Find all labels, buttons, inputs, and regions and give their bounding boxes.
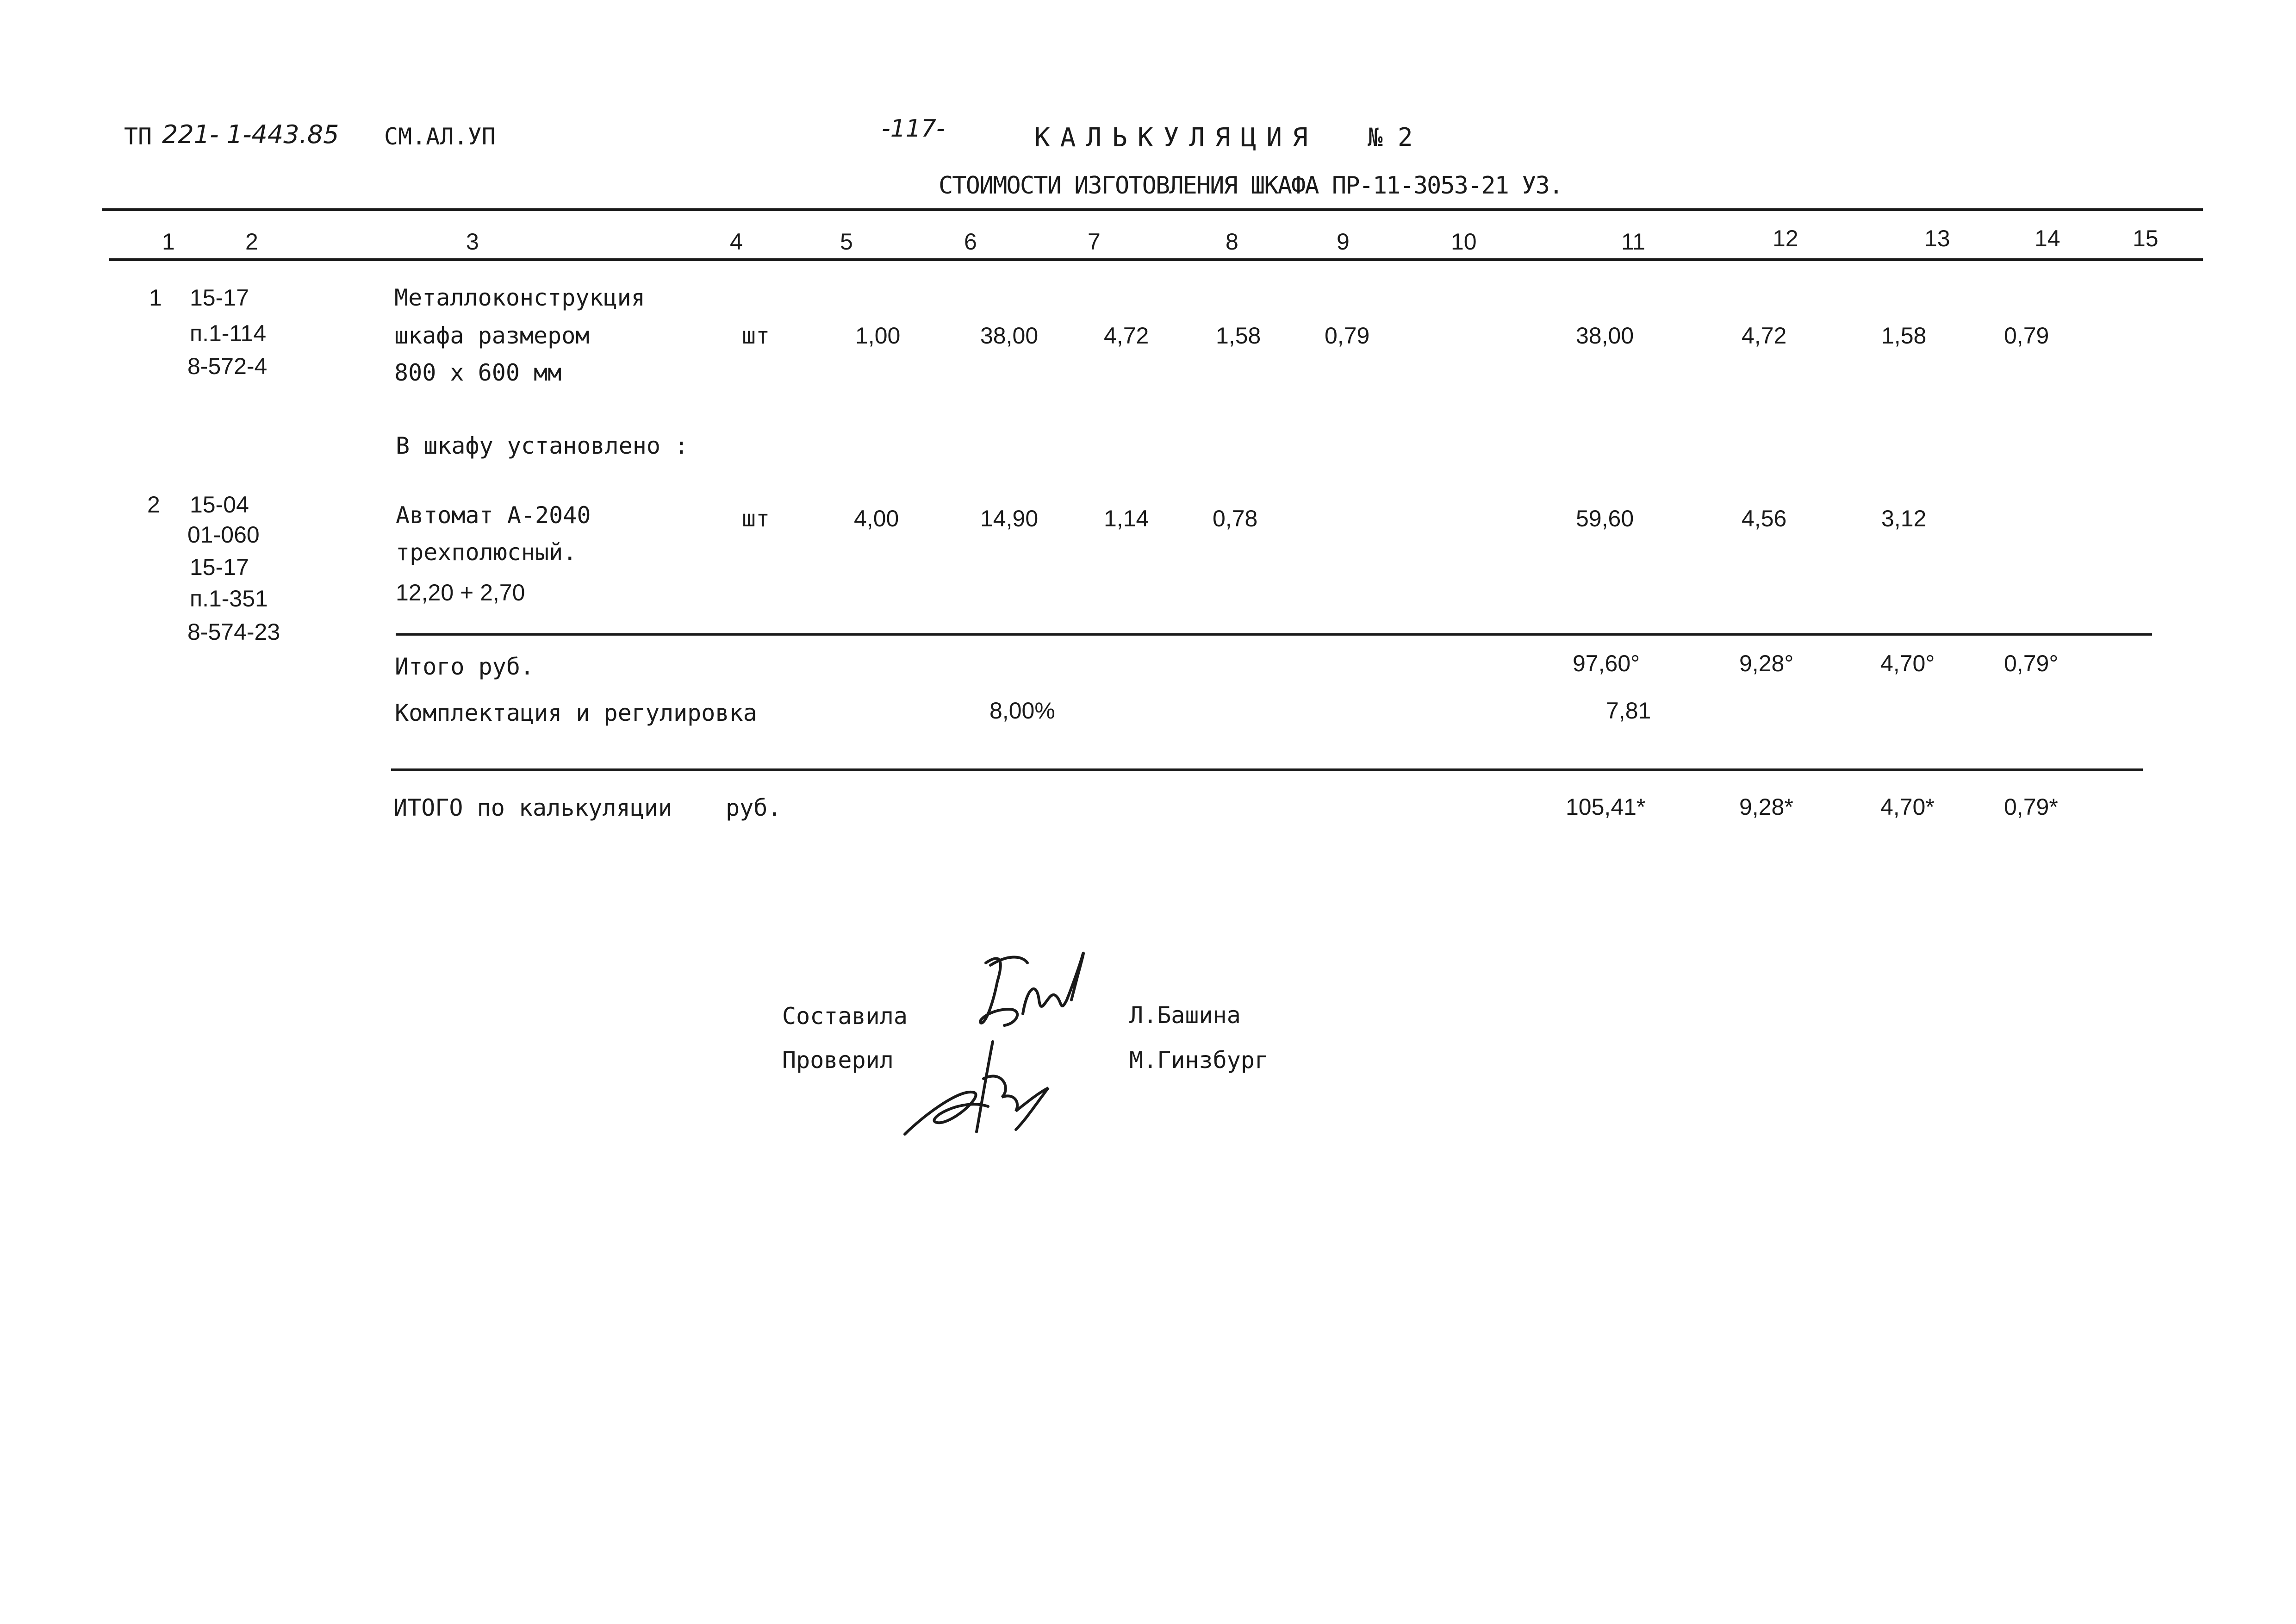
row-name-line: Автомат А-2040 — [396, 502, 591, 529]
doc-code-printed: ТП — [124, 123, 152, 150]
column-header: 2 — [245, 229, 258, 255]
column-header: 11 — [1621, 229, 1645, 255]
column-header: 4 — [730, 229, 743, 255]
row-unit: шт — [742, 322, 770, 349]
row-value: 1,58 — [1216, 323, 1261, 349]
column-header: 8 — [1226, 229, 1238, 255]
total-currency: руб. — [726, 794, 782, 821]
column-header: 14 — [2035, 225, 2060, 251]
checker-signature — [896, 1037, 1071, 1139]
column-header: 9 — [1337, 229, 1350, 255]
row-quantity: 4,00 — [854, 506, 899, 531]
column-header: 10 — [1451, 229, 1477, 255]
row-unit: шт — [742, 505, 770, 532]
row-name-line: Металлоконструкция — [394, 284, 645, 311]
column-header: 15 — [2133, 225, 2159, 251]
column-header: 13 — [1924, 225, 1950, 251]
row-code: 15-17 — [190, 554, 249, 580]
assembly-percent: 8,00% — [989, 698, 1055, 724]
total-label: ИТОГО по калькуляции — [393, 794, 672, 821]
doc-suffix: СМ.АЛ.УП — [384, 123, 496, 150]
subtotal-value: 9,28° — [1739, 650, 1794, 676]
row-value: 1,58 — [1881, 323, 1927, 349]
subtotal-value: 4,70° — [1880, 650, 1935, 676]
header-bottom-rule — [109, 258, 2203, 261]
column-header: 3 — [466, 229, 479, 255]
compiled-label: Составила — [782, 1003, 908, 1030]
row-code: 15-04 — [190, 492, 249, 518]
page-number: -117- — [882, 115, 945, 143]
row-name-line: 12,20 + 2,70 — [396, 580, 525, 606]
row-value: 4,72 — [1742, 323, 1787, 349]
total-value: 9,28* — [1739, 794, 1793, 820]
assembly-label: Комплектация и регулировка — [395, 700, 757, 726]
column-header: 5 — [840, 229, 853, 255]
row-code: 8-574-23 — [187, 619, 280, 645]
installed-note: В шкафу установлено : — [396, 432, 689, 459]
row-code: 01-060 — [187, 522, 260, 548]
assembly-value: 7,81 — [1606, 698, 1651, 724]
subtotal-label: Итого руб. — [395, 653, 535, 680]
row-code: 8-572-4 — [187, 353, 268, 379]
row-number: 1 — [149, 285, 162, 311]
compiler-signature — [972, 944, 1111, 1032]
row-value: 3,12 — [1881, 506, 1927, 531]
column-header: 7 — [1088, 229, 1101, 255]
row-name-line: трехполюсный. — [396, 539, 577, 566]
row-value: 59,60 — [1576, 506, 1634, 531]
subtotal-value: 97,60° — [1573, 650, 1640, 676]
document-subtitle: СТОИМОСТИ ИЗГОТОВЛЕНИЯ ШКАФА ПР-11-3053-21 УЗ. — [939, 172, 1563, 200]
row-value: 14,90 — [980, 506, 1039, 531]
row-quantity: 1,00 — [855, 323, 901, 349]
column-header: 12 — [1773, 225, 1798, 251]
column-header: 1 — [162, 229, 175, 255]
total-value: 4,70* — [1880, 794, 1935, 820]
row-name-line: шкафа размером — [394, 322, 590, 349]
document-title: КАЛЬКУЛЯЦИЯ — [1034, 123, 1318, 153]
total-value: 0,79* — [2004, 794, 2058, 820]
total-rule — [391, 768, 2143, 771]
row-code: п.1-351 — [190, 586, 268, 612]
checked-name: М.Гинзбург — [1129, 1047, 1269, 1074]
row-value: 38,00 — [980, 323, 1039, 349]
row-value: 4,72 — [1104, 323, 1149, 349]
row-value: 0,79 — [2004, 323, 2049, 349]
checked-label: Проверил — [782, 1047, 894, 1074]
table-top-rule — [102, 208, 2203, 211]
subtotal-value: 0,79° — [2004, 650, 2059, 676]
total-value: 105,41* — [1566, 794, 1646, 820]
subtotal-rule — [396, 633, 2152, 636]
row-name-line: 800 х 600 мм — [394, 359, 562, 386]
doc-code-handwritten: 221- 1-443.85 — [162, 120, 339, 149]
compiled-name: Л.Башина — [1129, 1002, 1241, 1029]
row-value: 38,00 — [1576, 323, 1634, 349]
row-value: 4,56 — [1742, 506, 1787, 531]
row-number: 2 — [147, 492, 160, 518]
row-code: п.1-114 — [190, 320, 267, 346]
document-number: № 2 — [1368, 123, 1413, 152]
row-value: 1,14 — [1104, 506, 1149, 531]
column-header: 6 — [964, 229, 977, 255]
row-code: 15-17 — [190, 285, 249, 311]
row-value: 0,79 — [1325, 323, 1370, 349]
row-value: 0,78 — [1213, 506, 1258, 531]
